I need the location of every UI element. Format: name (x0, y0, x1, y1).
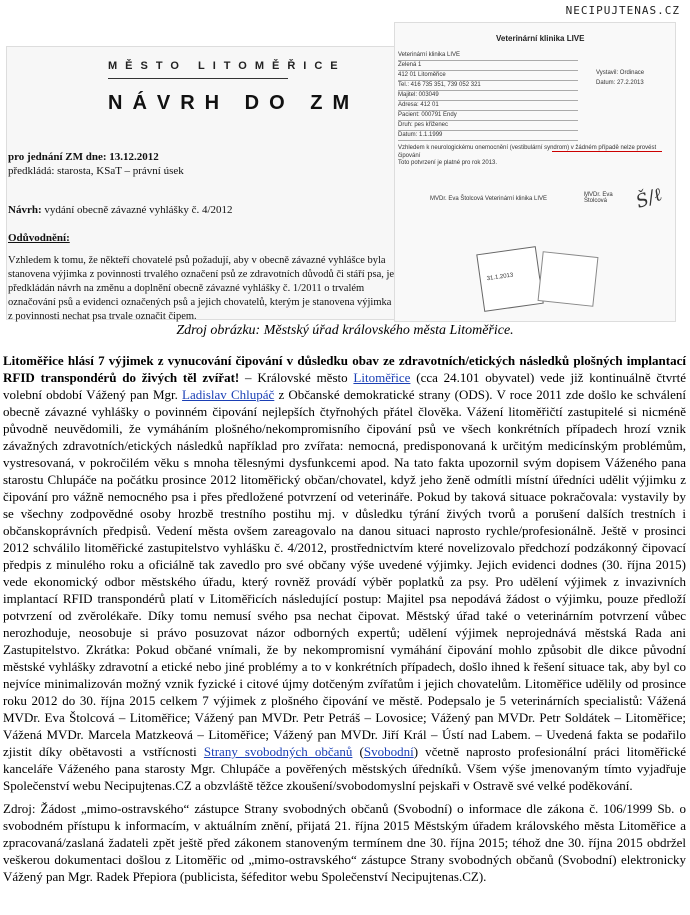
proposal-label: Návrh: (8, 204, 42, 216)
diagnosis-note: Vzhledem k neurologickému onemocnění (vestibulární syndrom) v žádném případě nelze provést čipování (398, 145, 657, 159)
link-strana-svobodnych[interactable]: Strany svobodných občanů (203, 744, 353, 759)
article-text-b: (cca 24.101 obyvatel) vede již kontinuálně čtvrté volební období Vážený pan Mgr. (3, 370, 687, 402)
vet-row: Zelená 1 (398, 62, 422, 68)
reasoning-label: Odůvodnění: (8, 232, 70, 244)
site-label: NECIPUJTENAS.CZ (565, 4, 680, 17)
vet-row: Datum: 1.1.1999 (398, 132, 443, 138)
vet-row: Pacient: 000791 Endy (398, 112, 457, 118)
vet-row-rule (398, 140, 578, 141)
article-body (3, 352, 686, 794)
handwritten-signature: Š/ℓ (633, 184, 665, 213)
vet-row-rule (398, 80, 578, 81)
issue-date: Datum: 27.2.2013 (596, 80, 644, 86)
vet-row-rule (398, 100, 578, 101)
presents-line: předkládá: starosta, KSaT – právní úsek (8, 165, 184, 177)
office-stamp (476, 246, 543, 312)
article-text-d: ( (352, 744, 364, 759)
vet-row: Veterinární klinika LIVE (398, 52, 461, 58)
article-text-c: z Občanské demokratické strany (ODS). V roce 2011 zde došlo ke schválení obecně závazné vyhlášky o povinném čipování nejlepších čtyřnohých přátel člověka. Vážení litoměřičtí zastupitelé si nicméně původně neuvědomili, že vymáháním plošného/nekompromisního čipování psů ve všech konkrétních případech hrozí vznik závažných zdravotních/etických následků například pro zvířata: nemocná, predisponovaná k určitým medicínským problémům, vystresovaná, v pokročilém věku s mnoha tělesnými dysfunkcemi apod. Na tato fakta upozornil svým dopisem Váženého pana starostu Chlupáče na počátku prosince 2012 litoměřický občan/chovatel, když jeho ženě odmítli místní úředníci udělit výjimku z čipování pro vážně nemocného psa i přes předložené potvrzení od veterináře. Pokud by taková situace pokračovala: vystavily by se všechny zodpovědné osoby hrozbě trestního postihu mj. v důsledku týrání živých tvorů a porušení dalších trestních i občanskoprávních předpisů. Vedení města ovšem zareagovalo na danou situaci naprosto rychle/profesionálně. Ještě v prosinci 2012 schválilo litoměřické zastupitelstvo vyhlášku č. 4/2012, prostřednictvím které novelizovalo předchozí podzákonný čipovací předpis z minulého roku a oficiálně tak zavedlo pro své občany výše uvedené výjimky. Jejich evidenci dodnes (30. října 2015) vede ekonomický odbor městského úřadu, který rovněž provádí výběr poplatků za psy. Pro udělení výjimek z invazivních implantací RFID transpondérů platí v Litoměřicích následující postup: Majitel psa nepodává žádost o výjimku, pouze předloží potvrzení od zvěrolékaře. Díky tomu nemusí svého psa nechat čipovat. Městský úřad také o veterinárním potvrzení vůbec nerozhoduje, neosobuje si právo posuzovat názor odborných expertů; udělení výjimek neprojednává městská Rada ani Zastupitelstvo. Zkrátka: Pokud občané vnímali, že by nekompromisní vymáhání čipování mohlo způsobit dle dikce původní městské vyhlášky zdravotní a etické nebo jiné problémy a to v konkrétních případech, došlo ihned k řešení situace tak, aby byl co nejvíce minimalizován možný vznik fyzické i citové újmy dotčeným zvířatům i jejich chovatelům. Litoměřice udělily od prosince roku 2012 do 30. října 2015 celkem 7 výjimek z plošného čipování ve městě. Podepsalo je 5 veterinárních specialistů: Vážená MVDr. Eva Štolcová – Litoměřice; Vážený pan MVDr. Petr Petráš – Lovosice; Vážený pan MVDr. Petr Soldátek – Litoměřice; Vážená MVDr. Marcela Matzkeová – Litoměřice; Vážený pan MVDr. Jiří Král – Ústí nad Labem. – Uvedená fakta se podařilo zjistit díky obětavosti a vstřícnosti (3, 387, 686, 759)
meeting-info (8, 150, 184, 178)
vet-row-rule (398, 130, 578, 131)
link-litomerice[interactable]: Litoměřice (353, 370, 411, 385)
heading-rule (108, 78, 288, 79)
link-svobodni[interactable]: Svobodní (363, 744, 414, 759)
stamp-date: 31.1.2013 (486, 272, 514, 283)
issued-by: Vystavil: Ordinace (596, 70, 645, 76)
doctor-signature-block: MVDr. Eva Štolcová Veterinární klinika LIVE (430, 196, 548, 202)
source-image-collage (0, 0, 690, 320)
vet-row: 412 01 Litoměřice (398, 72, 446, 78)
doctor-stamp-text: MVDr. Eva Štolcová (584, 192, 613, 204)
proposal-line (8, 204, 233, 216)
vet-row: Adresa: 412 01 (398, 102, 439, 108)
vet-row-rule (398, 120, 578, 121)
source-note: Zdroj: Žádost „mimo-ostravského“ zástupce Strany svobodných občanů (Svobodní) o informace dle zákona č. 106/1999 Sb. o svobodném přístupu k informacím, v aktuálním znění, přijatá 21. října 2015 Městským úřadem královského města Litoměřice a zpracovaná/zaslaná žadateli zpět ještě před zákonem stanoveným termínem dne 30. října 2015; téhož dne 30. října 2015 obdržel veškerou dokumentaci došlou z Litoměřic od „mimo-ostravského“ zástupce Strany svobodných občanů (Svobodní) elektronicky Vážený pan Mgr. Radek Přepiora (publicista, šéfeditor webu Společenství Necipujtenas.CZ). (3, 801, 686, 884)
meeting-line: pro jednání ZM dne: 13.12.2012 (8, 151, 159, 163)
vet-row-rule (398, 90, 578, 91)
vet-row-rule (398, 70, 578, 71)
vet-row-rule (398, 60, 578, 61)
red-underline (552, 151, 662, 152)
article-text-e: ) včetně naprosto profesionální práci litoměřické kanceláře Váženého pana starosty Mgr. Chlupáče a pověřených městských úředníků. Všem výše jmenovaným tímto vyjadřuje Společenství webu Necipujtenas.CZ a obzvláště těžce zkoušení/svobodomyslní pejskaři v Ostravě své velké poděkování. (3, 744, 686, 793)
image-caption: Zdroj obrázku: Městský úřad královského města Litoměřice. (176, 323, 514, 338)
validity-note: Toto potvrzení je platné pro rok 2013. (398, 160, 498, 166)
reasoning-text: Vzhledem k tomu, že někteří chovatelé psů požadují, aby v obecně závazné vyhlášce byla stanovena výjimka z povinnosti trvalého označení psů ze zdravotních důvodů či stáří psa, je předkládán návrh na změnu a doplnění obecně závazné vyhlášky č. 1/2011 o trvalém označování psů a evidenci označených psů a jejich chovatelů, kterým je stanovena výjimka z povinnosti nechat psa trvale označit čipem. (8, 255, 395, 322)
vet-row: Tel.: 416 735 351, 739 052 321 (398, 82, 481, 88)
document-title: NÁVRH DO ZM (108, 92, 360, 114)
link-chlupac[interactable]: Ladislav Chlupáč (182, 387, 275, 402)
proposal-text: vydání obecně závazné vyhlášky č. 4/2012 (44, 204, 233, 216)
vet-row: Majitel: 003049 (398, 92, 439, 98)
office-stamp-secondary (538, 251, 599, 307)
vet-row: Druh: pes křiženec (398, 122, 449, 128)
article-lead: Litoměřice hlásí 7 výjimek z vynucování čipování v důsledku obav ze zdravotních/etických následků plošných implantací RFID transpondérů do živých těl zvířat! (3, 353, 686, 385)
document-city-heading: MĚSTO LITOMĚŘICE (108, 60, 346, 72)
clinic-title: Veterinární klinika LIVE (496, 34, 585, 43)
vet-row-rule (398, 110, 578, 111)
article-text-a: – Královské město (239, 370, 354, 385)
